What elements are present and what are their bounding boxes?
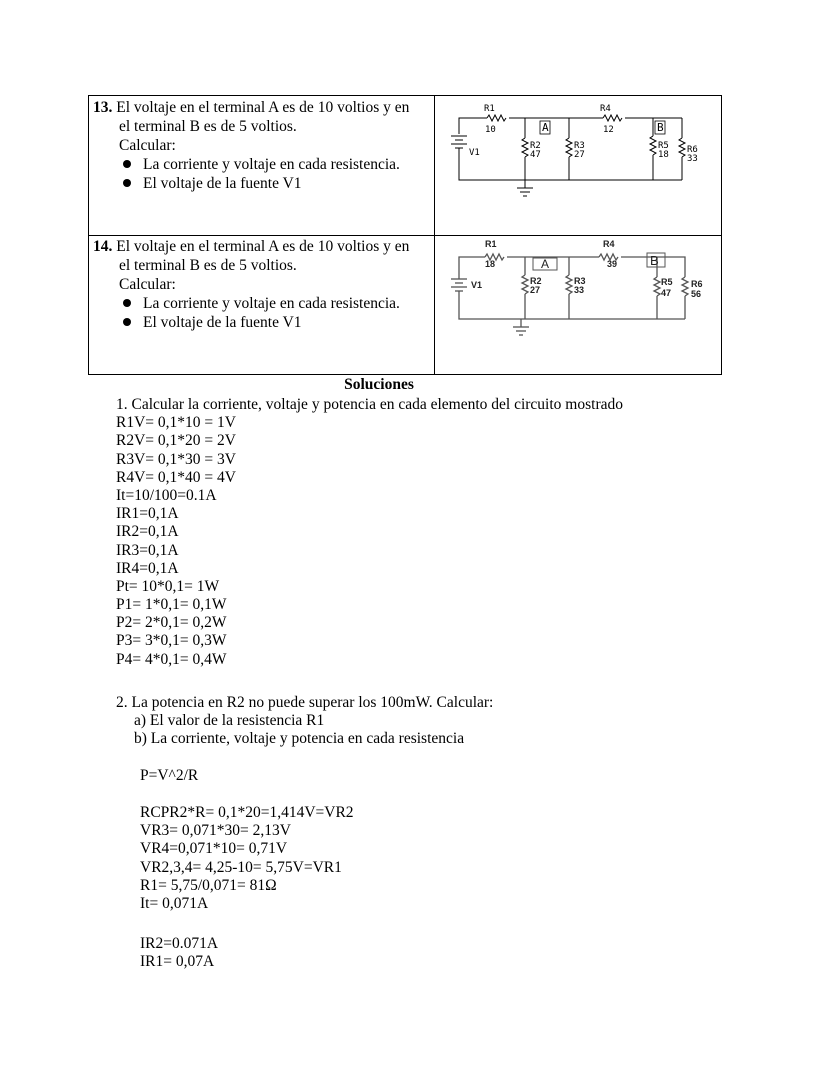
calc-line: IR4=0,1A bbox=[116, 559, 179, 577]
svg-text:R4: R4 bbox=[600, 104, 611, 114]
calc-line: IR2=0.071A bbox=[140, 935, 219, 952]
svg-text:56: 56 bbox=[691, 289, 702, 299]
calc-line: P1= 1*0,1= 0,1W bbox=[116, 596, 227, 614]
intro-line: el terminal B es de 5 voltios. bbox=[119, 118, 297, 135]
svg-text:33: 33 bbox=[574, 285, 585, 295]
svg-text:R1: R1 bbox=[484, 104, 495, 114]
svg-text:39: 39 bbox=[607, 259, 618, 269]
problem-text-cell bbox=[89, 96, 435, 235]
svg-text:47: 47 bbox=[661, 288, 672, 298]
solutions-heading: Soluciones bbox=[344, 376, 414, 393]
calc-label: Calcular: bbox=[119, 137, 176, 154]
bullet-dot-icon bbox=[123, 299, 131, 307]
calc-line: R1= 5,75/0,071= 81Ω bbox=[140, 876, 277, 894]
svg-text:A: A bbox=[541, 257, 550, 271]
resistor-r5-symbol bbox=[650, 136, 656, 155]
svg-text:12: 12 bbox=[603, 125, 614, 135]
svg-text:R4: R4 bbox=[603, 239, 615, 249]
intro-line: El voltaje en el terminal A es de 10 voltios y en bbox=[116, 99, 410, 116]
resistor-r1-symbol bbox=[487, 115, 506, 121]
calc-line: VR3= 0,071*30= 2,13V bbox=[140, 822, 291, 840]
resistor-r3-symbol bbox=[566, 138, 572, 157]
svg-text:18: 18 bbox=[485, 259, 496, 269]
problem-intro bbox=[93, 98, 434, 117]
svg-text:R3: R3 bbox=[574, 141, 585, 151]
svg-text:27: 27 bbox=[530, 285, 541, 295]
svg-text:R6: R6 bbox=[687, 145, 698, 155]
calc-line: P2= 2*0,1= 0,2W bbox=[116, 614, 227, 632]
svg-text:47: 47 bbox=[530, 150, 541, 160]
solution-2-title: 2. La potencia en R2 no puede superar los 100mW. Calcular: bbox=[116, 694, 494, 711]
calc-line: VR4=0,071*10= 0,71V bbox=[140, 840, 288, 858]
svg-text:B: B bbox=[657, 121, 664, 134]
calc-line: IR1= 0,07A bbox=[140, 953, 215, 971]
problems-table bbox=[88, 95, 722, 375]
sub-item: a) El valor de la resistencia R1 bbox=[134, 712, 325, 730]
problem-row-14 bbox=[89, 235, 721, 374]
svg-text:R1: R1 bbox=[485, 239, 497, 249]
calc-line: P4= 4*0,1= 0,4W bbox=[116, 650, 227, 668]
calc-line: R4V= 0,1*40 = 4V bbox=[116, 468, 236, 486]
resistor-r6-symbol bbox=[682, 277, 688, 296]
intro-line: El voltaje en el terminal A es de 10 voltios y en bbox=[116, 238, 410, 255]
circuit-figure bbox=[435, 96, 721, 235]
bullet-item: La corriente y voltaje en cada resistencia. bbox=[119, 155, 434, 174]
svg-text:V1: V1 bbox=[471, 280, 483, 290]
problem-number: 13. bbox=[93, 99, 113, 116]
resistor-r5-symbol bbox=[654, 277, 660, 296]
solution-2-currents bbox=[140, 935, 218, 971]
formula: P=V^2/R bbox=[140, 767, 199, 784]
bullet-item: El voltaje de la fuente V1 bbox=[119, 174, 434, 193]
solution-1 bbox=[116, 396, 623, 669]
bullet-item: El voltaje de la fuente V1 bbox=[119, 313, 434, 332]
calc-line: P3= 3*0,1= 0,3W bbox=[116, 632, 227, 650]
svg-text:B: B bbox=[650, 253, 659, 268]
bullet-list bbox=[93, 155, 434, 193]
sub-item: b) La corriente, voltaje y potencia en cada resistencia bbox=[134, 730, 465, 748]
svg-text:R2: R2 bbox=[530, 276, 542, 286]
svg-text:33: 33 bbox=[687, 154, 698, 164]
calc-line: IR2=0,1A bbox=[116, 523, 179, 541]
resistor-r2-symbol bbox=[522, 275, 528, 294]
solution-1-title: 1. Calcular la corriente, voltaje y potencia en cada elemento del circuito mostrado bbox=[116, 396, 623, 413]
resistor-r2-symbol bbox=[522, 138, 528, 157]
calc-line: Pt= 10*0,1= 1W bbox=[116, 577, 220, 595]
resistor-r4-symbol bbox=[603, 115, 622, 121]
svg-text:18: 18 bbox=[658, 150, 669, 160]
svg-text:R6: R6 bbox=[691, 279, 703, 289]
solution-2 bbox=[116, 694, 493, 749]
svg-text:R5: R5 bbox=[658, 141, 669, 151]
bullet-dot-icon bbox=[123, 179, 131, 187]
calc-line: R1V= 0,1*10 = 1V bbox=[116, 414, 236, 432]
calc-line: VR2,3,4= 4,25-10= 5,75V=VR1 bbox=[140, 858, 342, 876]
svg-text:A: A bbox=[542, 121, 549, 134]
problem-text-cell bbox=[89, 235, 435, 374]
resistor-r6-symbol bbox=[679, 138, 685, 157]
solution-2-calcs bbox=[140, 804, 354, 913]
circuit-diagram-13 bbox=[435, 96, 721, 235]
calc-line: It=10/100=0.1A bbox=[116, 486, 217, 504]
problem-row-13 bbox=[89, 96, 721, 236]
bullet-dot-icon bbox=[123, 318, 131, 326]
problem-number: 14. bbox=[93, 238, 113, 255]
bullet-dot-icon bbox=[123, 160, 131, 168]
svg-text:27: 27 bbox=[574, 150, 585, 160]
circuit-figure bbox=[435, 235, 721, 374]
intro-line: el terminal B es de 5 voltios. bbox=[119, 257, 297, 274]
calc-label: Calcular: bbox=[119, 276, 176, 293]
resistor-r3-symbol bbox=[566, 275, 572, 294]
calc-line: IR1=0,1A bbox=[116, 505, 179, 523]
calc-line: R3V= 0,1*30 = 3V bbox=[116, 450, 236, 468]
problem-intro bbox=[93, 237, 434, 256]
svg-text:V1: V1 bbox=[469, 148, 480, 158]
svg-text:R3: R3 bbox=[574, 276, 586, 286]
circuit-diagram-14 bbox=[435, 235, 721, 374]
svg-text:R2: R2 bbox=[530, 141, 541, 151]
calc-line: It= 0,071A bbox=[140, 894, 209, 912]
svg-text:R5: R5 bbox=[661, 277, 673, 287]
svg-text:10: 10 bbox=[485, 125, 496, 135]
bullet-list bbox=[93, 294, 434, 332]
calc-line: RCPR2*R= 0,1*20=1,414V=VR2 bbox=[140, 804, 354, 821]
calc-line: R2V= 0,1*20 = 2V bbox=[116, 432, 236, 450]
bullet-item: La corriente y voltaje en cada resistencia. bbox=[119, 294, 434, 313]
calc-line: IR3=0,1A bbox=[116, 541, 179, 559]
